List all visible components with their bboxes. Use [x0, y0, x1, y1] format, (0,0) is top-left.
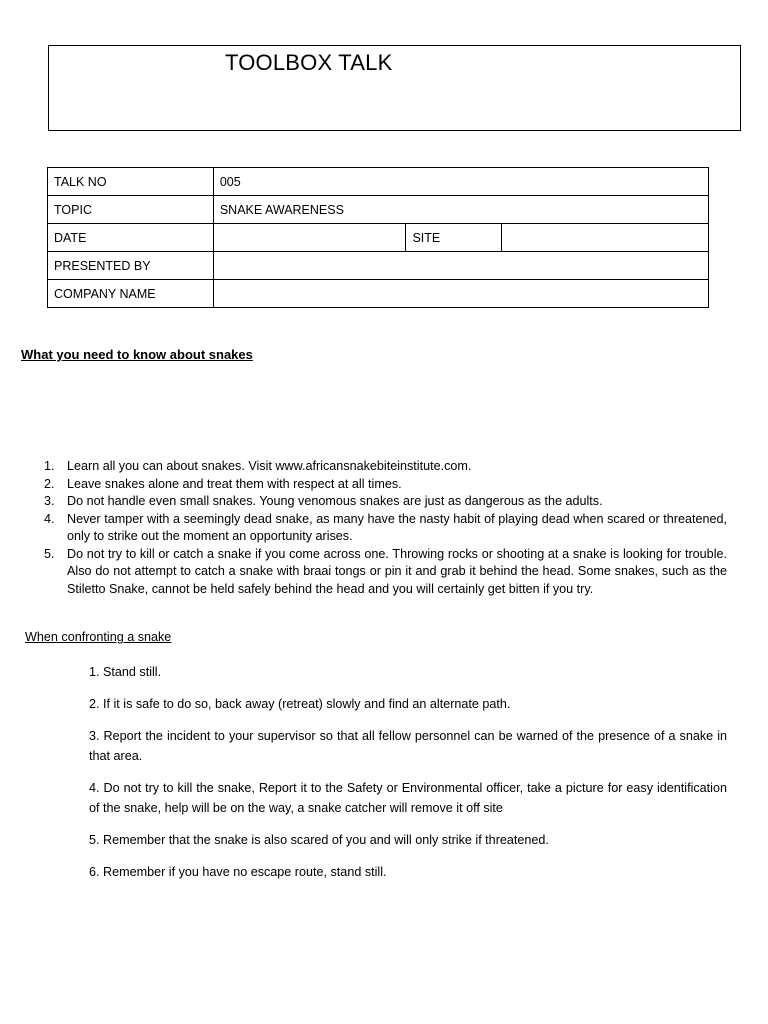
table-row [48, 168, 709, 196]
step-item: 1. Stand still. [89, 665, 162, 679]
header-box [48, 45, 741, 131]
topic-value: SNAKE AWARENESS [213, 196, 708, 224]
list-number: 2. [44, 476, 55, 491]
list-text: Do not handle even small snakes. Young venomous snakes are just as dangerous as the adults. [67, 494, 603, 508]
list-text: Leave snakes alone and treat them with respect at all times. [67, 476, 402, 491]
topic-label: TOPIC [48, 196, 214, 224]
company-name-value [213, 280, 708, 308]
step-item: 5. Remember that the snake is also scared of you and will only strike if threatened. [89, 833, 549, 847]
date-label: DATE [48, 224, 214, 252]
table-row [48, 196, 709, 224]
talk-no-label: TALK NO [48, 168, 214, 196]
talk-info-table [47, 167, 709, 308]
list-number: 4. [44, 511, 55, 526]
list-text: Learn all you can about snakes. Visit www.africansnakebiteinstitute.com. [67, 459, 472, 473]
list-number: 5. [44, 546, 55, 561]
talk-no-value: 005 [213, 168, 708, 196]
list-item [0, 511, 727, 546]
presented-by-value [213, 252, 708, 280]
list-item [0, 493, 727, 511]
list-item [0, 546, 727, 599]
step-item: 2. If it is safe to do so, back away (retreat) slowly and find an alternate path. [89, 697, 511, 711]
site-value [502, 224, 709, 252]
step-item: 4. Do not try to kill the snake, Report it to the Safety or Environmental officer, take a picture for easy identification of the snake, help will be on the way, a snake catcher will remove it off site [89, 781, 727, 815]
confronting-steps [89, 662, 727, 894]
site-label: SITE [406, 224, 502, 252]
list-number: 3. [44, 494, 55, 508]
snake-tips-list [0, 458, 727, 598]
list-number: 1. [44, 459, 55, 473]
list-text: Never tamper with a seemingly dead snake, as many have the nasty habit of playing dead when scared or threatened, only to strike out the moment an opportunity arises. [67, 511, 727, 543]
presented-by-label: PRESENTED BY [48, 252, 214, 280]
section-heading-snakes: What you need to know about snakes [21, 347, 253, 362]
table-row [48, 224, 709, 252]
list-item [0, 458, 727, 476]
table-row [48, 252, 709, 280]
table-row [48, 280, 709, 308]
company-name-label: COMPANY NAME [48, 280, 214, 308]
section-heading-confronting: When confronting a snake [25, 630, 172, 644]
document-title: TOOLBOX TALK [225, 50, 393, 75]
list-text: Do not try to kill or catch a snake if you come across one. Throwing rocks or shooting at a snake is looking for trouble. Also do not attempt to catch a snake with braai tongs or pin it and grab it behind the head. Some snakes, such as the Stiletto Snake, cannot be held safely behind the head and you will certainly get bitten if you try. [67, 546, 727, 596]
date-value [213, 224, 406, 252]
step-item: 3. Report the incident to your supervisor so that all fellow personnel can be warned of the presence of a snake in that area. [89, 729, 727, 763]
list-item [0, 476, 727, 494]
step-item: 6. Remember if you have no escape route, stand still. [89, 865, 387, 879]
